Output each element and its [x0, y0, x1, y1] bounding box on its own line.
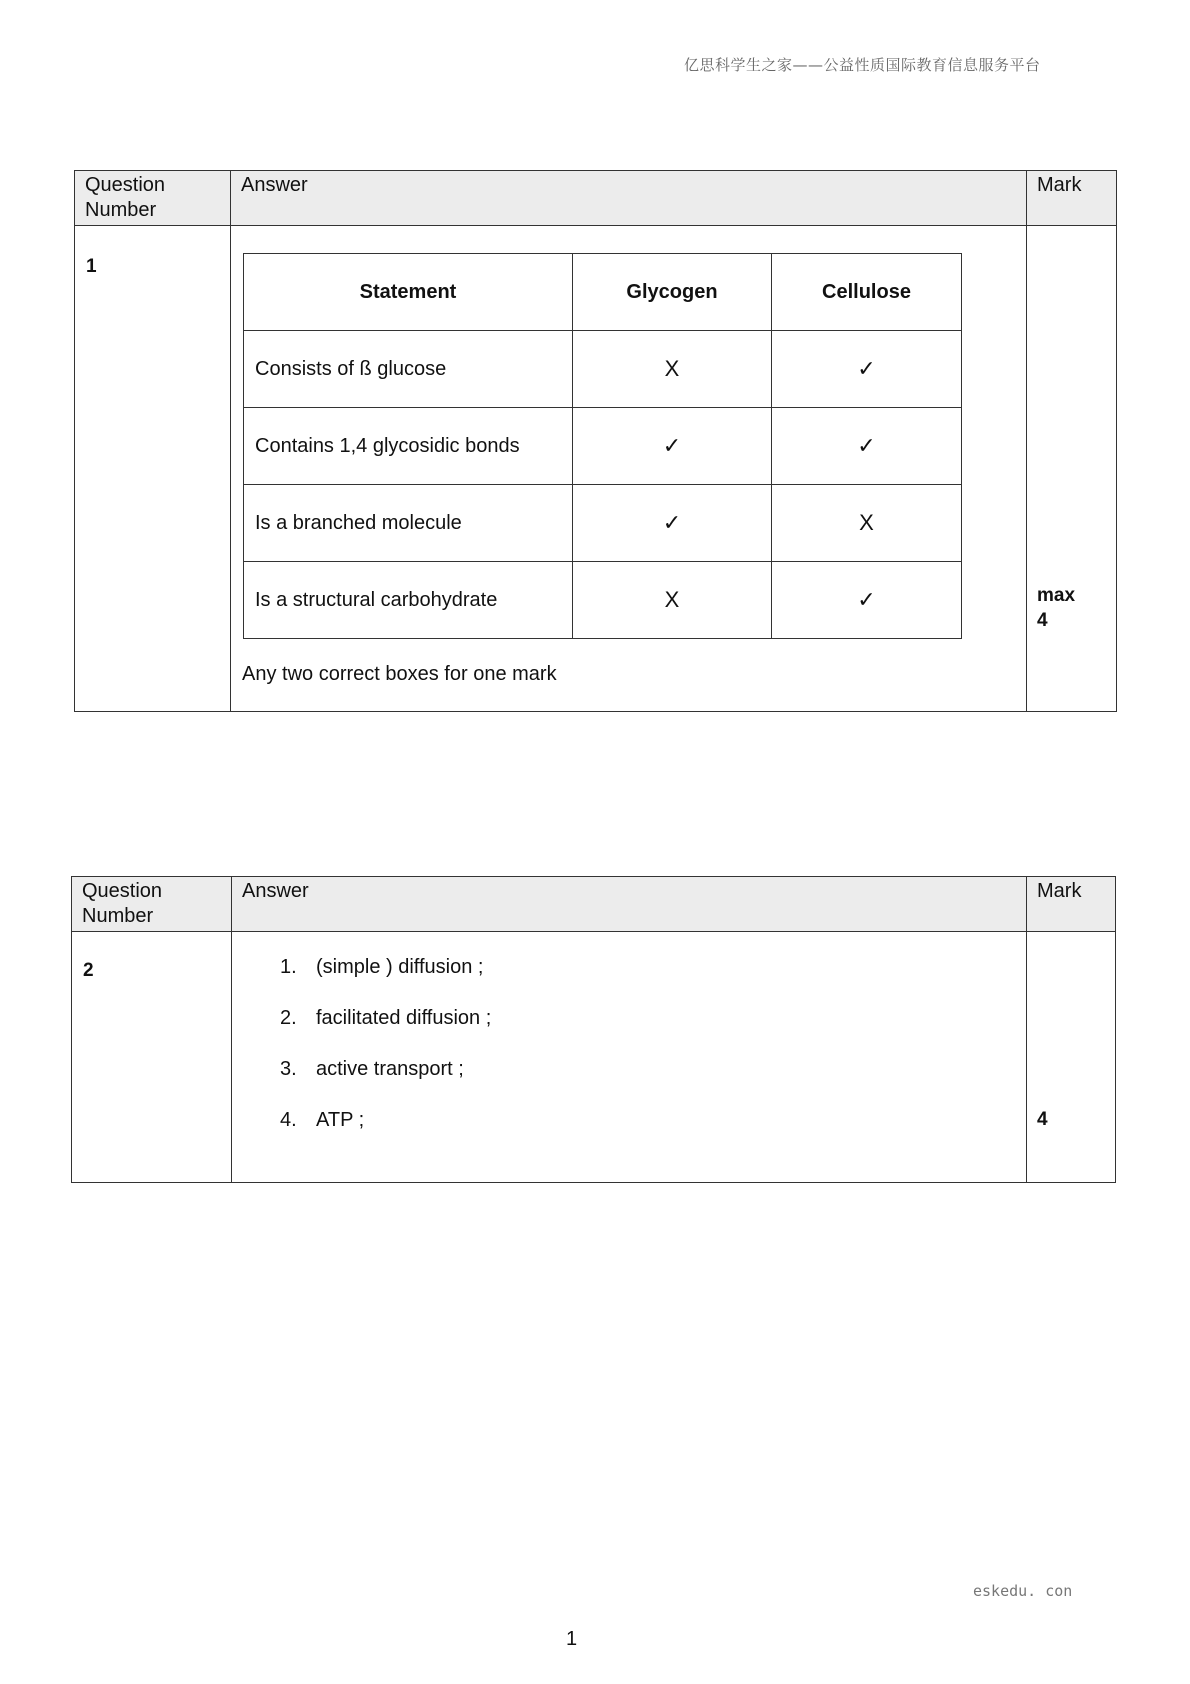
list-item	[232, 1007, 1026, 1058]
glycogen-mark: ✓	[573, 485, 772, 562]
statement-cell: Is a structural carbohydrate	[244, 562, 573, 639]
answer-cell	[232, 932, 1027, 1183]
table-row	[244, 485, 962, 562]
table-row	[244, 408, 962, 485]
list-item-text: active transport ;	[316, 1058, 464, 1080]
list-item	[232, 956, 1026, 1007]
glycogen-column-header: Glycogen	[573, 254, 772, 331]
list-item-number: 2.	[280, 1007, 297, 1029]
glycogen-mark: X	[573, 562, 772, 639]
mark-max-label: max	[1037, 585, 1076, 606]
list-item-text: facilitated diffusion ;	[316, 1007, 492, 1029]
answer-header: Answer	[232, 877, 1027, 932]
table-row	[244, 331, 962, 408]
list-item-text: (simple ) diffusion ;	[316, 956, 484, 978]
mark-header: Mark	[1027, 877, 1116, 932]
statement-column-header: Statement	[244, 254, 573, 331]
statement-cell: Contains 1,4 glycosidic bonds	[244, 408, 573, 485]
list-item-number: 1.	[280, 956, 297, 978]
table-row	[244, 562, 962, 639]
question-number: 2	[72, 932, 232, 1183]
answer-cell	[231, 226, 1027, 712]
cellulose-mark: ✓	[772, 562, 962, 639]
statement-cell: Consists of ß glucose	[244, 331, 573, 408]
statement-table	[243, 253, 962, 639]
question-number-header: Question Number	[72, 877, 232, 932]
question-1-table	[74, 170, 1117, 712]
cellulose-mark: X	[772, 485, 962, 562]
list-item-number: 3.	[280, 1058, 297, 1080]
page-number: 1	[566, 1628, 578, 1650]
mark-cell	[1027, 226, 1117, 712]
cellulose-mark: ✓	[772, 331, 962, 408]
glycogen-mark: X	[573, 331, 772, 408]
cellulose-column-header: Cellulose	[772, 254, 962, 331]
list-item-number: 4.	[280, 1109, 297, 1131]
list-item	[232, 1109, 1026, 1160]
mark-value: 4	[1037, 1109, 1048, 1130]
question-number: 1	[75, 226, 231, 712]
marking-note: Any two correct boxes for one mark	[242, 663, 557, 685]
question-number-header: Question Number	[75, 171, 231, 226]
cellulose-mark: ✓	[772, 408, 962, 485]
answer-list	[232, 932, 1026, 1182]
mark-header: Mark	[1027, 171, 1117, 226]
mark-value: 4	[1037, 610, 1048, 631]
footer-site: eskedu. con	[973, 1582, 1073, 1600]
glycogen-mark: ✓	[573, 408, 772, 485]
statement-cell: Is a branched molecule	[244, 485, 573, 562]
answer-header: Answer	[231, 171, 1027, 226]
list-item	[232, 1058, 1026, 1109]
mark-cell	[1027, 932, 1116, 1183]
list-item-text: ATP ;	[316, 1109, 365, 1131]
question-2-table	[71, 876, 1116, 1183]
header-note: 亿思科学生之家——公益性质国际教育信息服务平台	[684, 56, 1041, 74]
